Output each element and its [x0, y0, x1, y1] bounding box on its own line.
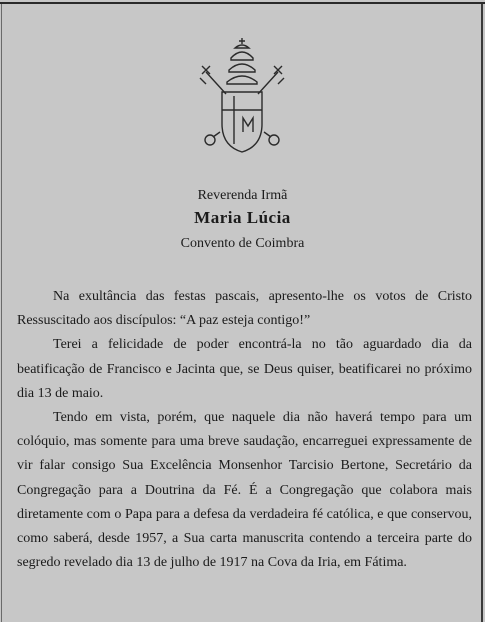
- paragraph-3: Tendo em vista, porém, que naquele dia não haverá tempo para um colóquio, mas somente para uma breve saudação, encarreguei expressamente de vir falar consigo Sua Excelência Monsenhor Tarcisio Bertone, Secretário da Congregação para a Doutrina da Fé. É a Congregação que colabora mais diretamente com o Papa para a defesa da verdadeira fé católica, e que conservou, como saberá, desde 1957, a Sua carta manuscrita contendo a terceira parte do segredo revelado dia 13 de julho de 1917 na Cova da Iria, em Fátima.: [17, 410, 472, 571]
- page-right-edge: [481, 4, 483, 622]
- paragraph-1: Na exultância das festas pascais, apresento-lhe os votos de Cristo Ressuscitado aos discípulos: “A paz esteja contigo!”: [17, 289, 472, 329]
- recipient-name: Maria Lúcia: [194, 208, 291, 227]
- page-left-edge: [1, 4, 2, 622]
- salutation: Reverenda Irmã: [197, 188, 288, 203]
- letter-body: [17, 285, 472, 575]
- recipient-location: Convento de Coimbra: [180, 236, 305, 251]
- papal-coat-of-arms-icon: [192, 36, 292, 156]
- paragraph-2: Terei a felicidade de poder encontrá-la no tão aguardado dia da beatificação de Francisco e Jacinta que, se Deus quiser, beatificarei no próximo dia 13 de maio.: [17, 337, 472, 401]
- page-top-edge: [0, 2, 485, 4]
